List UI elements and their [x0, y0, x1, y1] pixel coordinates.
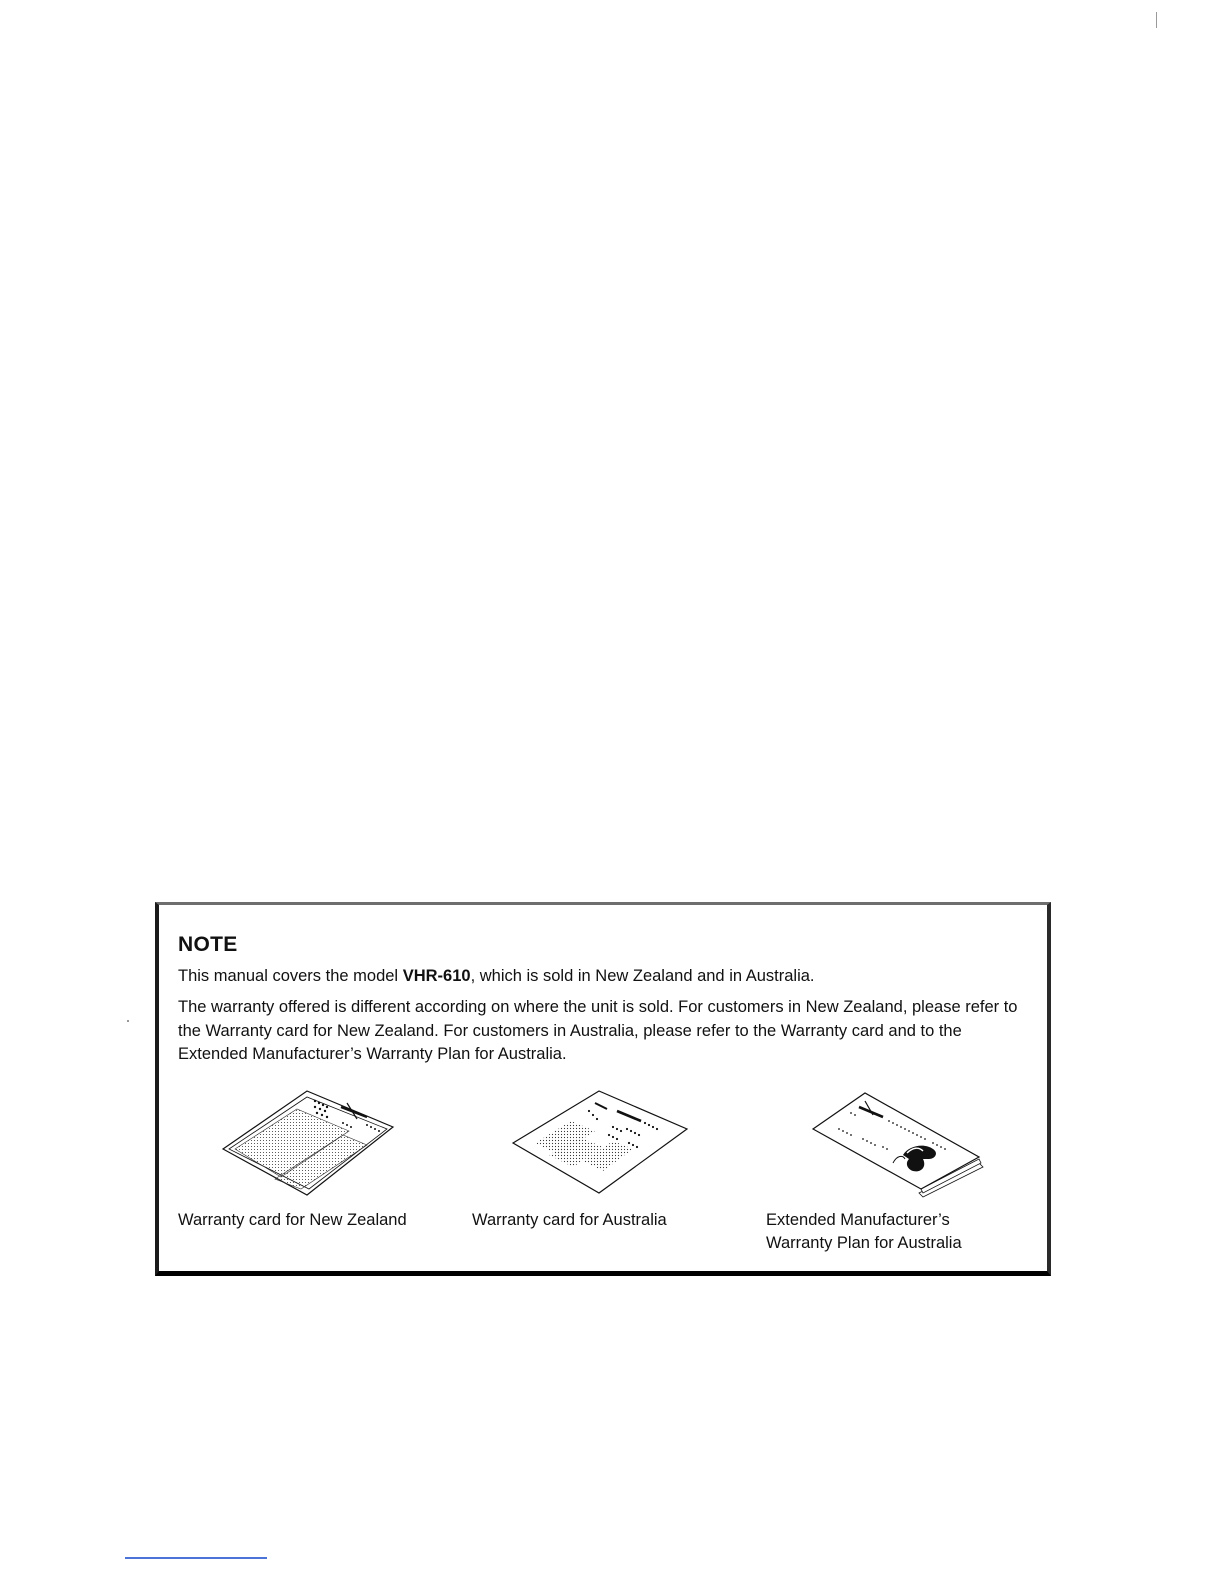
extended-warranty-plan-icon — [809, 1085, 989, 1205]
scan-speck — [127, 1020, 129, 1022]
model-number: VHR-610 — [402, 967, 471, 985]
warranty-card-nz-icon — [217, 1085, 397, 1205]
caption-line: Extended Manufacturer’s — [766, 1211, 950, 1229]
caption-line: Warranty card for Australia — [472, 1211, 667, 1229]
caption-warranty-nz — [178, 1209, 407, 1232]
note-box — [155, 902, 1051, 1276]
note-line1-prefix: This manual covers the model — [178, 967, 403, 985]
note-model-statement — [178, 965, 1028, 988]
caption-line: Warranty card for New Zealand — [178, 1211, 407, 1229]
note-line1-suffix: , which is sold in New Zealand and in Australia. — [470, 967, 815, 985]
note-warranty-paragraph: The warranty offered is different according on where the unit is sold. For customers in New Zealand, please refer to the Warranty card for New Zealand. For customers in Australia, please refer to the Warranty card and to the Extended Manufacturer’s Warranty Plan for Australia. — [178, 998, 1018, 1063]
caption-extended-warranty — [766, 1209, 962, 1255]
caption-warranty-au — [472, 1209, 667, 1232]
caption-line: Warranty Plan for Australia — [766, 1234, 962, 1252]
note-title: NOTE — [178, 933, 238, 956]
warranty-card-au-icon — [509, 1085, 689, 1205]
scan-mark — [1156, 12, 1157, 28]
footer-rule — [125, 1557, 267, 1559]
